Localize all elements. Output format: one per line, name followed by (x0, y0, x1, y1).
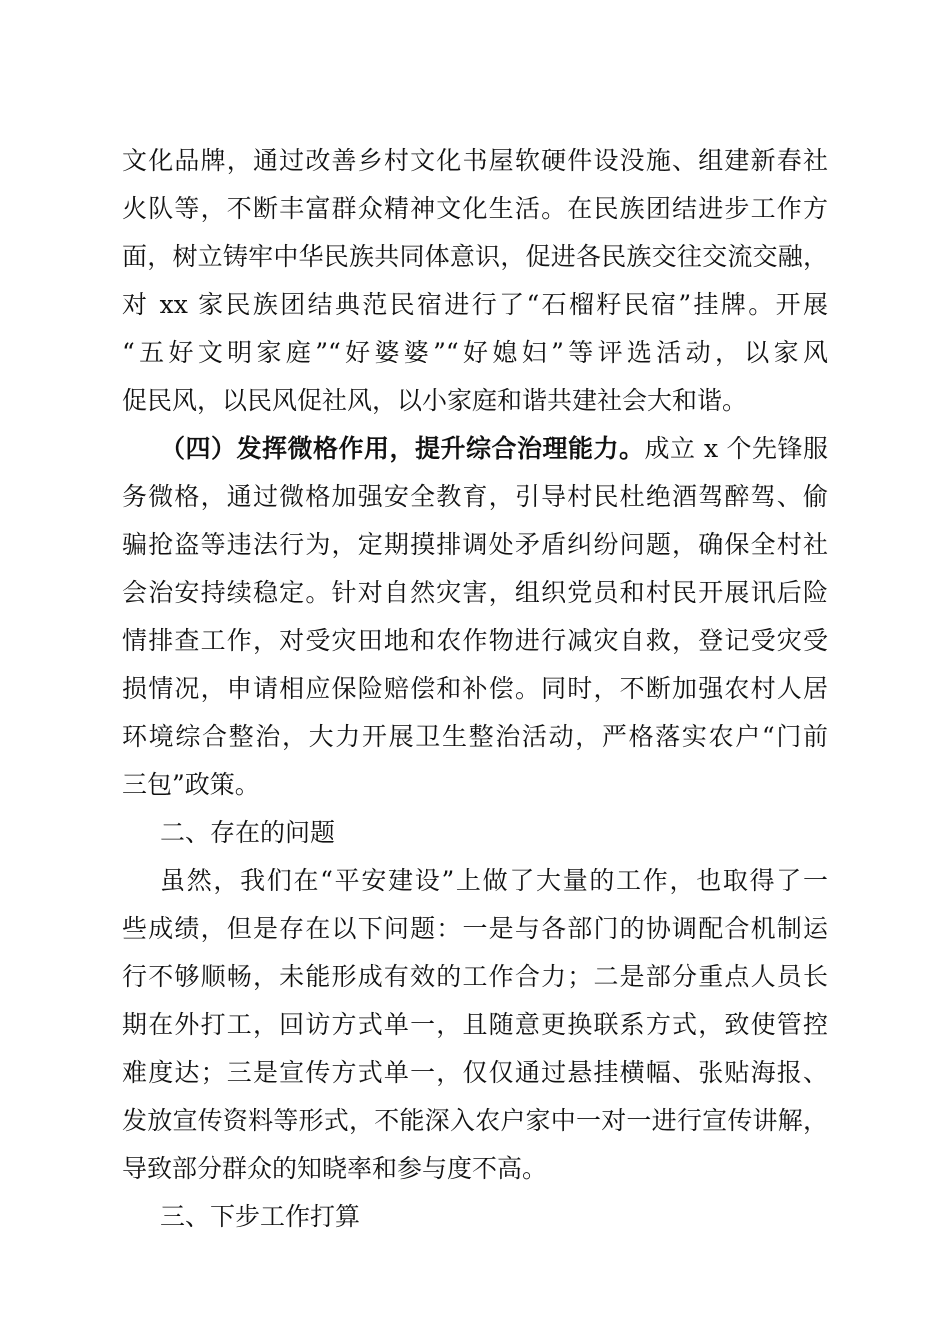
text-line: 环境综合整治，大力开展卫生整治活动，严格落实农户“门前 (122, 722, 828, 751)
text-line: 骗抢盗等违法行为，定期摸排调处矛盾纠纷问题，确保全村社 (122, 530, 828, 559)
text-line: 文化品牌，通过改善乡村文化书屋软硬件设没施、组建新春社 (122, 146, 828, 175)
text-line: 情排查工作，对受灾田地和农作物进行减灾自救，登记受灾受 (122, 626, 828, 655)
subheading-four: （四）发挥微格作用，提升综合治理能力。 (160, 434, 645, 463)
section-heading-two: 二、存在的问题 (160, 818, 336, 847)
text-line: 务微格，通过微格加强安全教育，引导村民杜绝酒驾醉驾、偷 (122, 482, 828, 511)
text-line: 促民风，以民风促社风，以小家庭和谐共建社会大和谐。 (122, 386, 748, 415)
text-line: 些成绩，但是存在以下问题：一是与各部门的协调配合机制运 (122, 914, 828, 943)
text-line: 会治安持续稳定。针对自然灾害，组织党员和村民开展讯后险 (122, 578, 828, 607)
text-line: 发放宣传资料等形式，不能深入农户家中一对一进行宣传讲解， (122, 1106, 828, 1135)
text-line: 三包”政策。 (122, 770, 260, 799)
text-line: 导致部分群众的知晓率和参与度不高。 (122, 1154, 548, 1183)
text-line: “五好文明家庭”“好婆婆”“好媳妇”等评选活动，以家风 (122, 338, 828, 367)
paragraph-four-lead-text: 成立 x 个先锋服 (644, 434, 828, 463)
text-line: 虽然，我们在“平安建设”上做了大量的工作，也取得了一 (160, 866, 828, 895)
text-line: 面，树立铸牢中华民族共同体意识，促进各民族交往交流交融， (122, 242, 828, 271)
section-heading-three: 三、下步工作打算 (160, 1202, 361, 1231)
paragraph-four-first-line (160, 432, 828, 466)
text-line: 损情况，申请相应保险赔偿和补偿。同时，不断加强农村人居 (122, 674, 828, 703)
text-line: 难度达；三是宣传方式单一，仅仅通过悬挂横幅、张贴海报、 (122, 1058, 828, 1087)
text-line: 期在外打工，回访方式单一，且随意更换联系方式，致使管控 (122, 1010, 828, 1039)
text-line: 行不够顺畅，未能形成有效的工作合力；二是部分重点人员长 (122, 962, 828, 991)
text-line: 火队等，不断丰富群众精神文化生活。在民族团结进步工作方 (122, 194, 828, 223)
text-line: 对 xx 家民族团结典范民宿进行了“石榴籽民宿”挂牌。开展 (122, 290, 828, 319)
